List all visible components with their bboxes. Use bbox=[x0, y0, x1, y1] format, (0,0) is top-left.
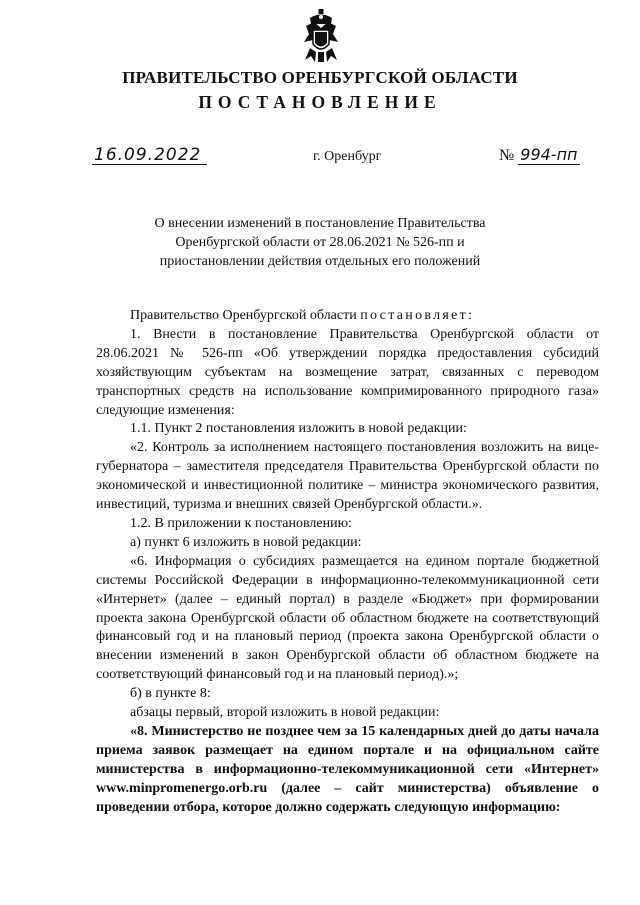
preamble bbox=[96, 307, 599, 326]
document-date: 16.09.2022 bbox=[92, 146, 207, 165]
paragraph-quote-6: «6. Информация о субсидиях размещается на едином портале бюджетной системы Российской Федерации в информационно-телекоммуникационной сети «Интернет» (далее – единый портал) в разделе «Бюджет» при формировании проекта закона Оренбургской области об областном бюджете на соответствующий финансовый год и на плановый период (проекта закона Оренбургской области о внесении изменений в закон Оренбургской области об областном бюджете на соответствующий финансовый год и на плановый период).»; bbox=[96, 553, 599, 683]
paragraph-quote-2: «2. Контроль за исполнением настоящего постановления возложить на вице-губернатора – заместителя председателя Правительства Оренбургской области по экономической и инвестиционной политике – министра экономического развития, инвестиций, туризма и внешних связей Оренбургской области.». bbox=[96, 440, 599, 513]
paragraph-abzacy: абзацы первый, второй изложить в новой редакции: bbox=[130, 705, 440, 721]
preamble-verb: постановляет: bbox=[360, 308, 475, 323]
paragraph-b: б) в пункте 8: bbox=[130, 686, 211, 702]
document-subject bbox=[130, 214, 510, 271]
subject-line-3: приостановлении действия отдельных его положений bbox=[159, 254, 481, 269]
paragraph-quote-8: «8. Министерство не позднее чем за 15 календарных дней до даты начала приема заявок размещает на едином портале и на официальном сайте министерства в информационно-телекоммуникационной сети «Интернет» www.minpromenergo.orb.ru (далее – сайт министерства) объявление о проведении отбора, которое должно содержать следующую информацию: bbox=[96, 723, 599, 815]
document-body bbox=[96, 307, 599, 817]
document-type: ПОСТАНОВЛЕНИЕ bbox=[198, 92, 442, 112]
paragraph-1: 1. Внести в постановление Правительства Оренбургской области от 28.06.2021 № 526-пп «Об утверждении порядка предоставления субсидий хозяйствующим субъектам на возмещение затрат, связанных с переводом транспортных средств на использование компримированного природного газа» следующие изменения: bbox=[96, 326, 599, 418]
government-title: ПРАВИТЕЛЬСТВО ОРЕНБУРГСКОЙ ОБЛАСТИ bbox=[122, 68, 518, 87]
coat-of-arms-icon bbox=[302, 8, 340, 64]
number-sign: № bbox=[499, 147, 515, 164]
document-city: г. Оренбург bbox=[313, 149, 382, 164]
paragraph-1-1: 1.1. Пункт 2 постановления изложить в новой редакции: bbox=[130, 421, 467, 437]
paragraph-1-2: 1.2. В приложении к постановлению: bbox=[130, 515, 352, 531]
document-number bbox=[499, 146, 580, 165]
subject-line-1: О внесении изменений в постановление Правительства bbox=[154, 216, 486, 231]
preamble-text: Правительство Оренбургской области bbox=[130, 308, 357, 323]
subject-line-2: Оренбургской области от 28.06.2021 № 526-пп и bbox=[175, 235, 465, 250]
paragraph-a: а) пункт 6 изложить в новой редакции: bbox=[130, 534, 362, 550]
number-value: 994-пп bbox=[520, 145, 578, 164]
